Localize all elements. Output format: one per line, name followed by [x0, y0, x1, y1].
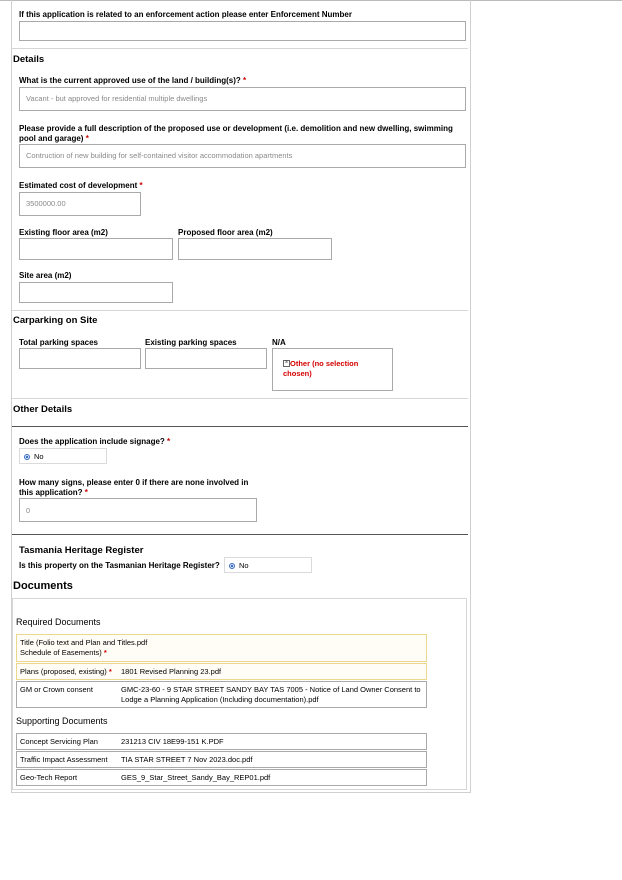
- doc-type: Traffic Impact Assessment: [20, 755, 108, 764]
- doc-file-link[interactable]: 1801 Revised Planning 23.pdf: [121, 667, 222, 676]
- divider: [12, 310, 468, 311]
- required-marker: *: [167, 437, 171, 446]
- total-parking-input[interactable]: [19, 348, 141, 369]
- signs-count-value: 0: [26, 506, 31, 515]
- doc-type: Title (Folio text and Plan and Titles.pdf Schedule of Easements) *: [20, 638, 148, 657]
- radio-selected-icon[interactable]: [229, 561, 235, 570]
- signs-count-input[interactable]: [19, 498, 257, 522]
- signage-selected-value: No: [34, 452, 44, 461]
- na-other-option[interactable]: [283, 359, 378, 379]
- divider: [12, 48, 468, 49]
- doc-type: Plans (proposed, existing) *: [20, 667, 112, 676]
- required-marker: *: [85, 134, 89, 143]
- heritage-selected-value: No: [239, 561, 249, 570]
- required-doc-row[interactable]: [16, 634, 427, 662]
- description-label: Please provide a full description of the proposed use or development (i.e. demolition and new dwelling, swimming pool and garage) *: [19, 124, 453, 143]
- doc-type: Geo-Tech Report: [20, 773, 78, 782]
- estimated-cost-label: Estimated cost of development *: [19, 181, 143, 190]
- estimated-cost-input[interactable]: [19, 192, 141, 216]
- supporting-doc-row[interactable]: [16, 733, 427, 750]
- existing-floor-area-label: Existing floor area (m2): [19, 228, 108, 237]
- current-use-label: What is the current approved use of the land / building(s)? *: [19, 76, 247, 85]
- required-doc-row[interactable]: [16, 681, 427, 708]
- enforcement-label: If this application is related to an enforcement action please enter Enforcement Number: [19, 10, 352, 19]
- signage-radio-group[interactable]: [19, 448, 107, 464]
- doc-type: Concept Servicing Plan: [20, 737, 98, 746]
- na-error-text: Other (no selection chosen): [283, 359, 359, 378]
- required-marker: *: [84, 488, 88, 497]
- details-heading: Details: [13, 54, 45, 65]
- supporting-doc-row[interactable]: [16, 751, 427, 768]
- required-marker: *: [139, 181, 143, 190]
- na-label: N/A: [272, 338, 286, 347]
- documents-heading: Documents: [13, 580, 73, 592]
- existing-parking-label: Existing parking spaces: [145, 338, 237, 347]
- heritage-question: Is this property on the Tasmanian Heritage Register?: [19, 561, 220, 570]
- estimated-cost-value: 3500000.00: [26, 199, 66, 208]
- doc-type: GM or Crown consent: [20, 685, 93, 694]
- proposed-floor-area-label: Proposed floor area (m2): [178, 228, 273, 237]
- proposed-floor-area-input[interactable]: [178, 238, 332, 260]
- other-details-heading: Other Details: [13, 404, 73, 415]
- checkbox-icon[interactable]: ×: [284, 360, 289, 366]
- carparking-heading: Carparking on Site: [13, 315, 98, 326]
- divider: [12, 534, 468, 535]
- doc-file-link[interactable]: TIA STAR STREET 7 Nov 2023.doc.pdf: [121, 755, 253, 764]
- existing-floor-area-input[interactable]: [19, 238, 173, 260]
- description-input[interactable]: [19, 144, 466, 168]
- supporting-documents-heading: Supporting Documents: [16, 716, 108, 726]
- na-option-box: [272, 348, 393, 391]
- total-parking-label: Total parking spaces: [19, 338, 98, 347]
- current-use-value: Vacant - but approved for residential multiple dwellings: [26, 94, 208, 103]
- supporting-doc-row[interactable]: [16, 769, 427, 786]
- required-documents-heading: Required Documents: [16, 617, 101, 627]
- description-value: Contruction of new building for self-contained visitor accommodation apartments: [26, 151, 293, 160]
- heritage-radio-group[interactable]: [224, 557, 312, 573]
- existing-parking-input[interactable]: [145, 348, 267, 369]
- signs-count-label: How many signs, please enter 0 if there are none involved in this application? *: [19, 478, 249, 497]
- doc-file-link[interactable]: GES_9_Star_Street_Sandy_Bay_REP01.pdf: [121, 773, 271, 782]
- radio-selected-icon[interactable]: [24, 452, 30, 461]
- required-marker: *: [243, 76, 247, 85]
- divider: [12, 426, 468, 427]
- divider: [12, 398, 468, 399]
- enforcement-number-input[interactable]: [19, 21, 466, 41]
- required-doc-row[interactable]: [16, 663, 427, 680]
- current-use-input[interactable]: [19, 87, 466, 111]
- site-area-input[interactable]: [19, 282, 173, 303]
- signage-label: Does the application include signage? *: [19, 437, 171, 446]
- heritage-heading: Tasmania Heritage Register: [19, 545, 144, 556]
- doc-file-link[interactable]: GMC-23-60 - 9 STAR STREET SANDY BAY TAS 7005 - Notice of Land Owner Consent to Lodge a Planning Application (Including documentation).pdf: [121, 685, 421, 704]
- doc-file-link[interactable]: 231213 CIV 18E99-151 K.PDF: [121, 737, 224, 746]
- site-area-label: Site area (m2): [19, 271, 72, 280]
